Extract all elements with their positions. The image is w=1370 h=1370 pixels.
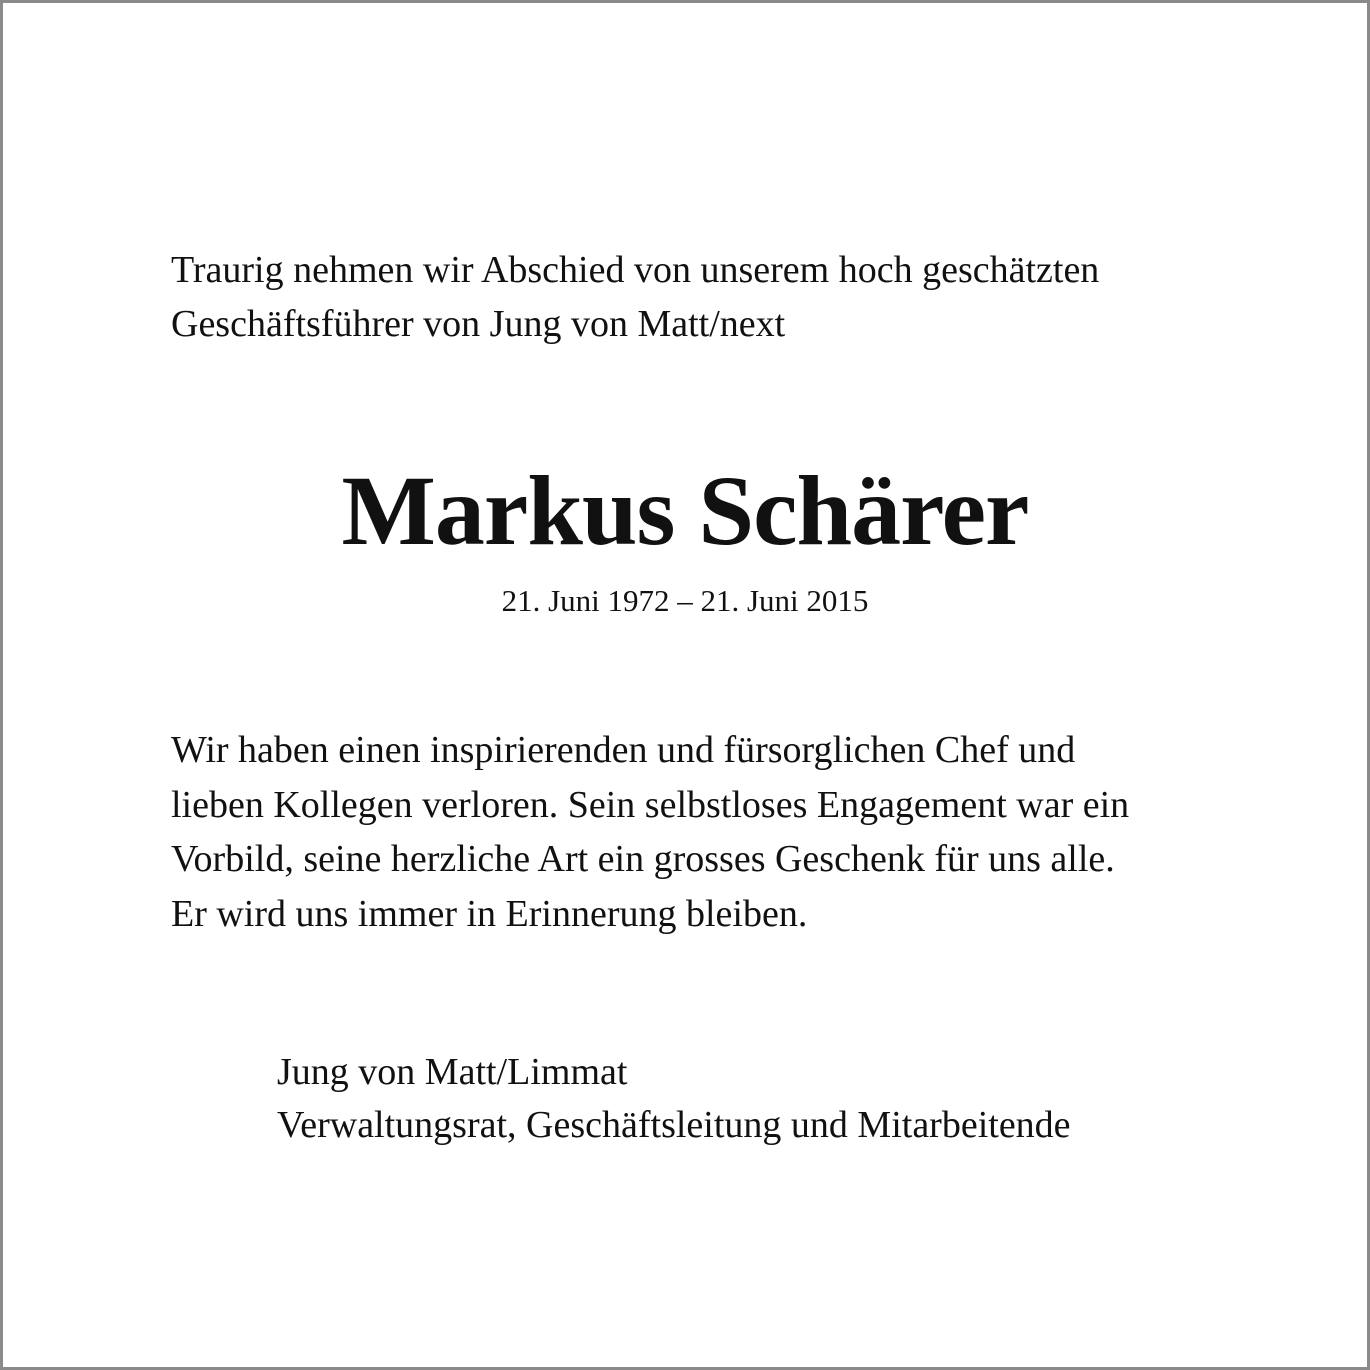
signature-company: Jung von Matt/Limmat bbox=[277, 1051, 628, 1093]
signature-block bbox=[277, 1046, 1237, 1152]
tribute-message bbox=[171, 723, 1251, 941]
message-line: lieben Kollegen verloren. Sein selbstloses Engagement war ein bbox=[171, 783, 1130, 826]
message-line: Er wird uns immer in Erinnerung bleiben. bbox=[171, 892, 808, 935]
intro-text bbox=[171, 243, 1231, 351]
signature-group: Verwaltungsrat, Geschäftsleitung und Mitarbeitende bbox=[277, 1104, 1071, 1146]
intro-line: Traurig nehmen wir Abschied von unserem hoch geschätzten bbox=[171, 249, 1100, 291]
message-line: Wir haben einen inspirierenden und fürsorglichen Chef und bbox=[171, 729, 1076, 771]
message-line: Vorbild, seine herzliche Art ein grosses Geschenk für uns alle. bbox=[171, 838, 1115, 880]
deceased-name: Markus Schärer bbox=[341, 455, 1029, 566]
life-dates: 21. Juni 1972 – 21. Juni 2015 bbox=[501, 583, 869, 618]
intro-line: Geschäftsführer von Jung von Matt/next bbox=[171, 303, 786, 345]
